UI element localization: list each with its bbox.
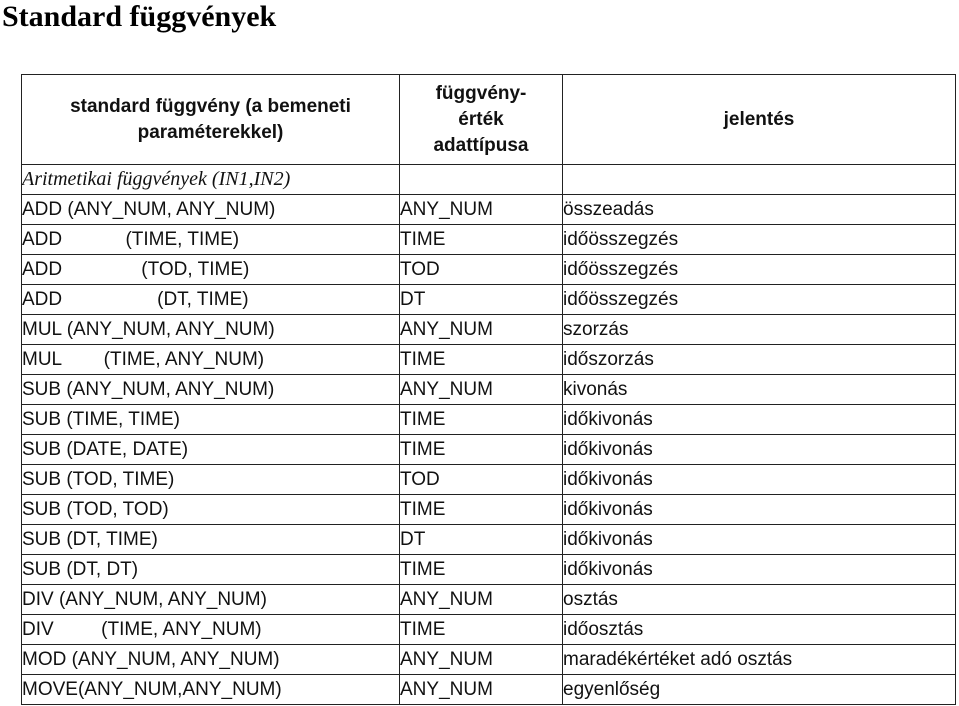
return-type-cell: ANY_NUM: [400, 315, 563, 345]
meaning-cell: kivonás: [563, 375, 956, 405]
header-return-type-line1: függvény-: [435, 82, 527, 104]
table-header-row: [22, 75, 956, 165]
meaning-cell: időösszegzés: [563, 255, 956, 285]
header-meaning: jelentés: [563, 75, 956, 165]
section-empty-cell: [400, 165, 563, 195]
function-cell: MOD (ANY_NUM, ANY_NUM): [22, 645, 400, 675]
table-row: [22, 465, 956, 495]
function-cell: SUB (DATE, DATE): [22, 435, 400, 465]
table-row: [22, 585, 956, 615]
section-label: Aritmetikai függvények (IN1,IN2): [22, 165, 400, 195]
table-row: [22, 555, 956, 585]
return-type-cell: ANY_NUM: [400, 375, 563, 405]
table-row: [22, 675, 956, 705]
function-cell: MOVE(ANY_NUM,ANY_NUM): [22, 675, 400, 705]
function-cell: MUL (ANY_NUM, ANY_NUM): [22, 315, 400, 345]
meaning-cell: időkivonás: [563, 495, 956, 525]
function-cell: SUB (DT, TIME): [22, 525, 400, 555]
meaning-cell: időkivonás: [563, 405, 956, 435]
return-type-cell: ANY_NUM: [400, 675, 563, 705]
table-row: [22, 285, 956, 315]
section-empty-cell: [563, 165, 956, 195]
table-row: [22, 345, 956, 375]
header-return-type-line2: érték: [458, 108, 504, 130]
return-type-cell: DT: [400, 285, 563, 315]
meaning-cell: időkivonás: [563, 465, 956, 495]
function-cell: DIV (ANY_NUM, ANY_NUM): [22, 585, 400, 615]
table-row: [22, 645, 956, 675]
meaning-cell: maradékértéket adó osztás: [563, 645, 956, 675]
return-type-cell: TIME: [400, 555, 563, 585]
meaning-cell: egyenlőség: [563, 675, 956, 705]
meaning-cell: időkivonás: [563, 525, 956, 555]
table-row: [22, 525, 956, 555]
meaning-cell: összeadás: [563, 195, 956, 225]
return-type-cell: TOD: [400, 465, 563, 495]
page-title: Standard függvények: [2, 0, 277, 33]
function-cell: ADD (DT, TIME): [22, 285, 400, 315]
table-row: [22, 255, 956, 285]
meaning-cell: időkivonás: [563, 435, 956, 465]
meaning-cell: időszorzás: [563, 345, 956, 375]
meaning-cell: időösszegzés: [563, 285, 956, 315]
table-row: [22, 225, 956, 255]
function-cell: MUL (TIME, ANY_NUM): [22, 345, 400, 375]
meaning-cell: szorzás: [563, 315, 956, 345]
table-row: [22, 315, 956, 345]
header-return-type: [400, 75, 563, 165]
function-cell: SUB (TIME, TIME): [22, 405, 400, 435]
table-row: [22, 615, 956, 645]
function-cell: ADD (TOD, TIME): [22, 255, 400, 285]
meaning-cell: időosztás: [563, 615, 956, 645]
return-type-cell: ANY_NUM: [400, 645, 563, 675]
table-row: [22, 375, 956, 405]
function-cell: SUB (DT, DT): [22, 555, 400, 585]
function-cell: SUB (TOD, TOD): [22, 495, 400, 525]
standard-functions-table: [21, 74, 956, 705]
header-function-line1: standard függvény (a bemeneti: [70, 95, 351, 117]
return-type-cell: TIME: [400, 405, 563, 435]
return-type-cell: TIME: [400, 225, 563, 255]
function-cell: SUB (TOD, TIME): [22, 465, 400, 495]
return-type-cell: TIME: [400, 345, 563, 375]
section-row: [22, 165, 956, 195]
table-row: [22, 495, 956, 525]
meaning-cell: időkivonás: [563, 555, 956, 585]
return-type-cell: TIME: [400, 615, 563, 645]
header-return-type-line3: adattípusa: [433, 134, 529, 156]
return-type-cell: ANY_NUM: [400, 195, 563, 225]
return-type-cell: TOD: [400, 255, 563, 285]
table-row: [22, 435, 956, 465]
table-row: [22, 195, 956, 225]
header-function-line2: paraméterekkel): [137, 121, 284, 143]
return-type-cell: TIME: [400, 435, 563, 465]
header-function: [22, 75, 400, 165]
return-type-cell: TIME: [400, 495, 563, 525]
return-type-cell: ANY_NUM: [400, 585, 563, 615]
function-cell: SUB (ANY_NUM, ANY_NUM): [22, 375, 400, 405]
table-row: [22, 405, 956, 435]
function-cell: ADD (TIME, TIME): [22, 225, 400, 255]
function-cell: DIV (TIME, ANY_NUM): [22, 615, 400, 645]
meaning-cell: időösszegzés: [563, 225, 956, 255]
return-type-cell: DT: [400, 525, 563, 555]
meaning-cell: osztás: [563, 585, 956, 615]
function-cell: ADD (ANY_NUM, ANY_NUM): [22, 195, 400, 225]
